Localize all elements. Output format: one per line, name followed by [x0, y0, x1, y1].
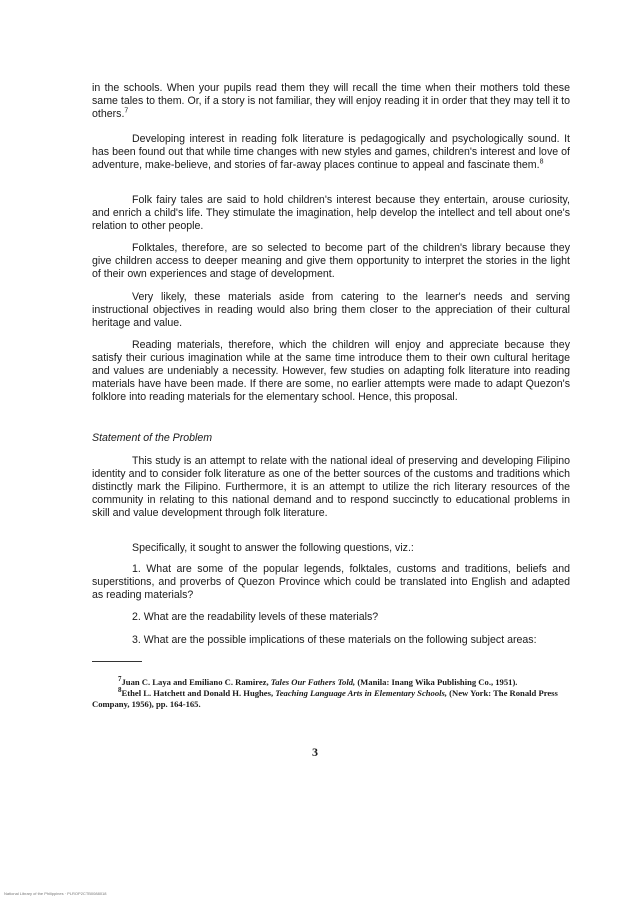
- paragraph-2: [92, 194, 570, 233]
- intro-paragraph: [92, 82, 570, 121]
- question-text: 3. What are the possible implications of these materials on the following subject areas:: [132, 634, 537, 646]
- paragraph-text: This study is an attempt to relate with the national ideal of preserving and developing Filipino identity and to consider folk literature as one of the better sources of the customs and traditions which distinctly mark the Filipino. Furthermore, it is an attempt to utilize the rich literary resources of the community in relating to this national demand and to respond succinctly to educational problems in skill and value development through folk literature.: [92, 455, 570, 519]
- footnote-number: 8: [118, 686, 122, 695]
- question-text: 2. What are the readability levels of these materials?: [132, 611, 379, 623]
- paragraph-text: Reading materials, therefore, which the children will enjoy and appreciate because they satisfy their curious imagination while at the same time introduce them to their own cultural heritage and values are undeniably a necessity. However, few studies on adapting folk literature into reading materials have have been made. If there are some, no earlier attempts were made to adapt Quezon's folklore into reading materials for the elementary school. Hence, this proposal.: [92, 339, 570, 403]
- paragraph-text: Very likely, these materials aside from catering to the learner's needs and serving instructional objectives in reading would also bring them closer to the appreciation of their cultural heritage and value.: [92, 291, 570, 329]
- paragraph-5: [92, 339, 570, 404]
- footnotes: [92, 677, 570, 710]
- paragraph-text: Specifically, it sought to answer the following questions, viz.:: [132, 542, 414, 554]
- page-number: 3: [312, 745, 318, 759]
- footnote-publication: (Manila: Inang Wika Publishing Co., 1951).: [355, 677, 518, 687]
- paragraph-text: Developing interest in reading folk literature is pedagogically and psychologically sound. It has been found out that while time changes with new styles and games, children's interest and love of adventure, make-believe, and stories of far-away places continue to appeal and fascinate them.: [92, 133, 570, 171]
- paragraph-1: [92, 133, 570, 172]
- problem-paragraph-1: [92, 455, 570, 520]
- paragraph-3: [92, 242, 570, 281]
- question-text: 1. What are some of the popular legends, folktales, customs and traditions, beliefs and superstitions, and proverbs of Quezon Province which could be translated into English and adapted as reading materials?: [92, 563, 570, 601]
- footnote-divider: [92, 661, 142, 662]
- paragraph-text: Folk fairy tales are said to hold children's interest because they entertain, arouse curiosity, and enrich a child's life. They stimulate the imagination, help develop the intellect and tell about one's relation to other people.: [92, 194, 570, 232]
- question-1: [92, 563, 570, 602]
- footnote-author: Juan C. Laya and Emiliano C. Ramirez,: [121, 677, 271, 687]
- footnote-title: Teaching Language Arts in Elementary Schools,: [275, 688, 448, 698]
- library-imprint: National Library of the Philippines · PLROP2CTB0088018: [4, 891, 107, 896]
- footnote-number: 7: [118, 675, 122, 684]
- footnote-8: [92, 688, 570, 710]
- footnote-publication: (New York: The Ronald Press Company, 1956), pp. 164-165.: [92, 688, 558, 709]
- footnote-ref-7: 7: [124, 107, 129, 115]
- problem-paragraph-2: [92, 542, 570, 555]
- question-2: [92, 611, 570, 624]
- paragraph-4: [92, 291, 570, 330]
- footnote-7: [92, 677, 570, 688]
- footnote-ref-8: 8: [539, 158, 544, 166]
- section-heading: Statement of the Problem: [92, 432, 213, 444]
- question-3: [92, 634, 570, 647]
- footnote-title: Tales Our Fathers Told,: [270, 677, 356, 687]
- paragraph-text: Folktales, therefore, are so selected to become part of the children's library because they give children access to deeper meaning and give them opportunity to interpret the stories in the light of their own experiences and stage of development.: [92, 242, 570, 280]
- footnote-author: Ethel L. Hatchett and Donald H. Hughes,: [121, 688, 276, 698]
- intro-text: in the schools. When your pupils read them they will recall the time when their mothers told these same tales to them. Or, if a story is not familiar, they will enjoy reading it in order that they may tell it to others.: [92, 82, 570, 120]
